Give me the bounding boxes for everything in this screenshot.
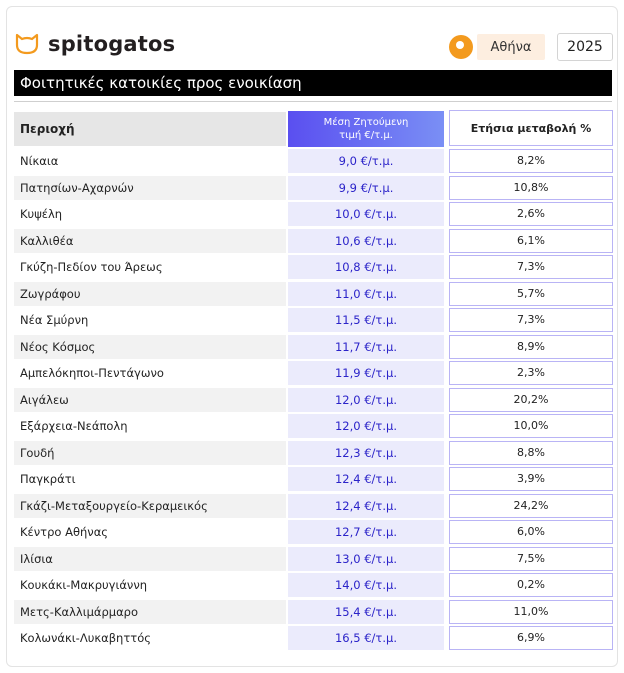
region-cell: Εξάρχεια-Νεάπολη — [20, 419, 128, 433]
region-cell: Νέα Σμύρνη — [20, 313, 89, 327]
table-row — [14, 388, 613, 412]
price-cell: 11,7 €/τ.μ. — [288, 335, 444, 359]
change-cell: 10,0% — [449, 414, 613, 438]
year-selector[interactable]: 2025 — [557, 33, 613, 61]
region-cell: Ιλίσια — [14, 547, 286, 571]
change-cell: 20,2% — [449, 388, 613, 412]
change-cell: 24,2% — [449, 494, 613, 518]
table-row — [14, 600, 613, 624]
region-cell: Μετς-Καλλιμάρμαρο — [14, 600, 286, 624]
table-row — [14, 308, 613, 332]
change-cell: 6,0% — [449, 520, 613, 544]
price-cell: 16,5 €/τ.μ. — [288, 626, 444, 650]
change-cell: 2,6% — [449, 202, 613, 226]
region-cell: Κυψέλη — [20, 207, 63, 221]
table-row — [14, 361, 613, 385]
change-cell: 5,7% — [449, 282, 613, 306]
change-cell: 8,9% — [449, 335, 613, 359]
table-row — [14, 494, 613, 518]
location-selector[interactable] — [449, 34, 550, 60]
change-cell: 7,5% — [449, 547, 613, 571]
column-header-price-line1: Μέση Ζητούμενη — [323, 117, 409, 128]
change-cell: 8,2% — [449, 149, 613, 173]
table-row — [14, 467, 613, 491]
table-row — [14, 547, 613, 571]
column-header-price — [288, 111, 444, 147]
price-cell: 12,4 €/τ.μ. — [288, 467, 444, 491]
change-cell: 3,9% — [449, 467, 613, 491]
price-cell: 12,4 €/τ.μ. — [288, 494, 444, 518]
change-cell: 6,9% — [449, 626, 613, 650]
region-cell: Παγκράτι — [20, 472, 76, 486]
location-pin-icon — [449, 35, 473, 59]
change-cell: 7,3% — [449, 255, 613, 279]
table-row — [14, 149, 613, 173]
region-cell: Ζωγράφου — [14, 282, 286, 306]
table-row — [14, 441, 613, 465]
change-cell: 6,1% — [449, 229, 613, 253]
change-cell: 8,8% — [449, 441, 613, 465]
column-header-region: Περιοχή — [14, 112, 286, 146]
price-cell: 10,6 €/τ.μ. — [288, 229, 444, 253]
brand-logo — [14, 30, 175, 58]
region-cell: Γκύζη-Πεδίον του Άρεως — [20, 260, 163, 274]
column-header-change: Ετήσια μεταβολή % — [449, 110, 613, 146]
price-cell: 9,9 €/τ.μ. — [288, 176, 444, 200]
region-cell: Κέντρο Αθήνας — [20, 525, 109, 539]
region-cell: Αμπελόκηποι-Πεντάγωνο — [20, 366, 164, 380]
brand-name: spitogatos — [48, 32, 176, 56]
price-cell: 14,0 €/τ.μ. — [288, 573, 444, 597]
location-label: Αθήνα — [477, 34, 545, 60]
price-cell: 13,0 €/τ.μ. — [288, 547, 444, 571]
price-cell: 12,0 €/τ.μ. — [288, 388, 444, 412]
region-cell: Καλλιθέα — [14, 229, 286, 253]
region-cell: Πατησίων-Αχαρνών — [14, 176, 286, 200]
table-row — [14, 229, 613, 253]
table-row — [14, 335, 613, 359]
table-row — [14, 414, 613, 438]
table-row — [14, 255, 613, 279]
change-cell: 2,3% — [449, 361, 613, 385]
price-cell: 11,0 €/τ.μ. — [288, 282, 444, 306]
region-cell: Γουδή — [14, 441, 286, 465]
table-row — [14, 176, 613, 200]
price-cell: 10,8 €/τ.μ. — [288, 255, 444, 279]
price-cell: 11,9 €/τ.μ. — [288, 361, 444, 385]
price-cell: 12,7 €/τ.μ. — [288, 520, 444, 544]
price-cell: 10,0 €/τ.μ. — [288, 202, 444, 226]
region-cell: Αιγάλεω — [14, 388, 286, 412]
price-cell: 15,4 €/τ.μ. — [288, 600, 444, 624]
region-cell: Κουκάκι-Μακρυγιάννη — [20, 578, 148, 592]
price-cell: 9,0 €/τ.μ. — [288, 149, 444, 173]
change-cell: 0,2% — [449, 573, 613, 597]
page-title: Φοιτητικές κατοικίες προς ενοικίαση — [14, 70, 612, 96]
price-cell: 12,3 €/τ.μ. — [288, 441, 444, 465]
region-cell: Κολωνάκι-Λυκαβηττός — [20, 631, 151, 645]
table-row — [14, 573, 613, 597]
change-cell: 10,8% — [449, 176, 613, 200]
region-cell: Νέος Κόσμος — [14, 335, 286, 359]
change-cell: 7,3% — [449, 308, 613, 332]
change-cell: 11,0% — [449, 600, 613, 624]
region-cell: Γκάζι-Μεταξουργείο-Κεραμεικός — [14, 494, 286, 518]
table-row — [14, 626, 613, 650]
price-cell: 11,5 €/τ.μ. — [288, 308, 444, 332]
table-row — [14, 202, 613, 226]
table-row — [14, 520, 613, 544]
cat-face-icon — [14, 32, 40, 56]
column-header-price-line2: τιμή €/τ.μ. — [339, 130, 393, 141]
table-row — [14, 282, 613, 306]
region-cell: Νίκαια — [20, 154, 59, 168]
divider — [14, 101, 612, 102]
price-cell: 12,0 €/τ.μ. — [288, 414, 444, 438]
